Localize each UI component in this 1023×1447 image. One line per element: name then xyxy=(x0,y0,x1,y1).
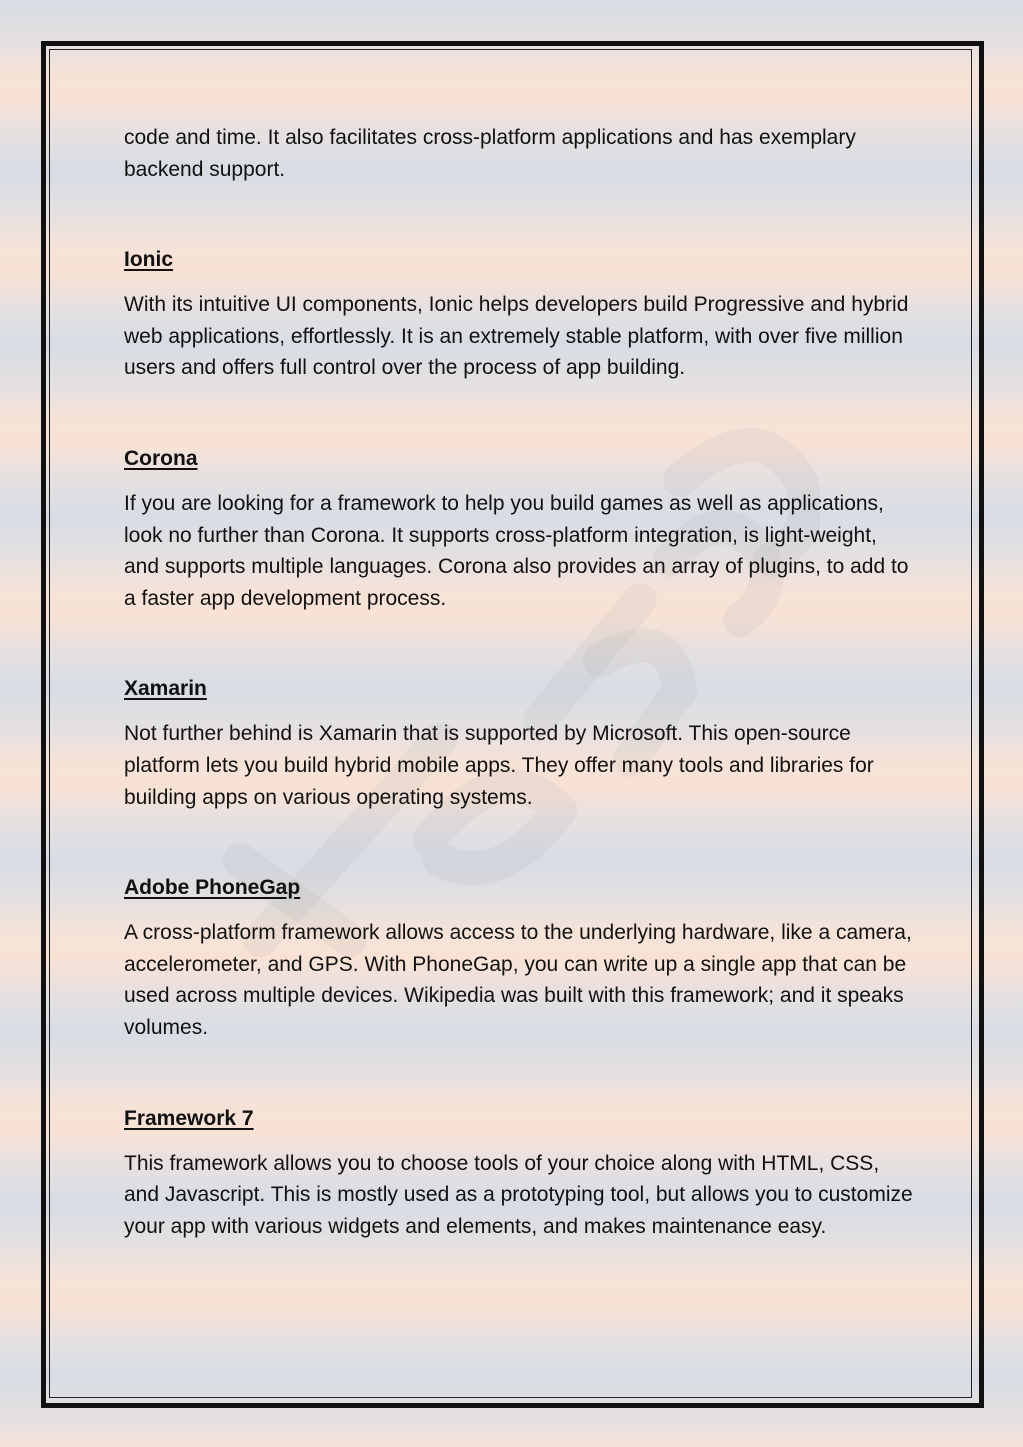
section-body-framework-7: This framework allows you to choose tools of your choice along with HTML, CSS, and Javascript. This is mostly used as a prototyping tool, but allows you to customize your app with various widgets and elements, and makes maintenance easy. xyxy=(124,1151,913,1238)
section-heading-corona: Corona xyxy=(124,446,198,470)
document-content xyxy=(124,122,914,1242)
intro-paragraph: code and time. It also facilitates cross-platform applications and has exemplary backend support. xyxy=(124,126,856,181)
section-body-xamarin: Not further behind is Xamarin that is supported by Microsoft. This open-source platform lets you build hybrid mobile apps. They offer many tools and libraries for building apps on various operating systems. xyxy=(124,722,874,809)
section-body-corona: If you are looking for a framework to help you build games as well as applications, look no further than Corona. It supports cross-platform integration, is light-weight, and supports multiple languages. Corona also provides an array of plugins, to add to a faster app development process. xyxy=(124,491,909,610)
section-body-ionic: With its intuitive UI components, Ionic helps developers build Progressive and hybrid web applications, effortlessly. It is an extremely stable platform, with over five million users and offers full control over the process of app building. xyxy=(124,293,909,380)
section-heading-xamarin: Xamarin xyxy=(124,677,207,701)
section-heading-framework-7: Framework 7 xyxy=(124,1106,254,1130)
section-heading-ionic: Ionic xyxy=(124,248,174,272)
section-body-adobe-phonegap: A cross-platform framework allows access to the underlying hardware, like a camera, accelerometer, and GPS. With PhoneGap, you can write up a single app that can be used across multiple devices. Wikipedia was built with this framework; and it speaks volumes. xyxy=(124,921,912,1039)
section-heading-adobe-phonegap: Adobe PhoneGap xyxy=(124,876,301,900)
